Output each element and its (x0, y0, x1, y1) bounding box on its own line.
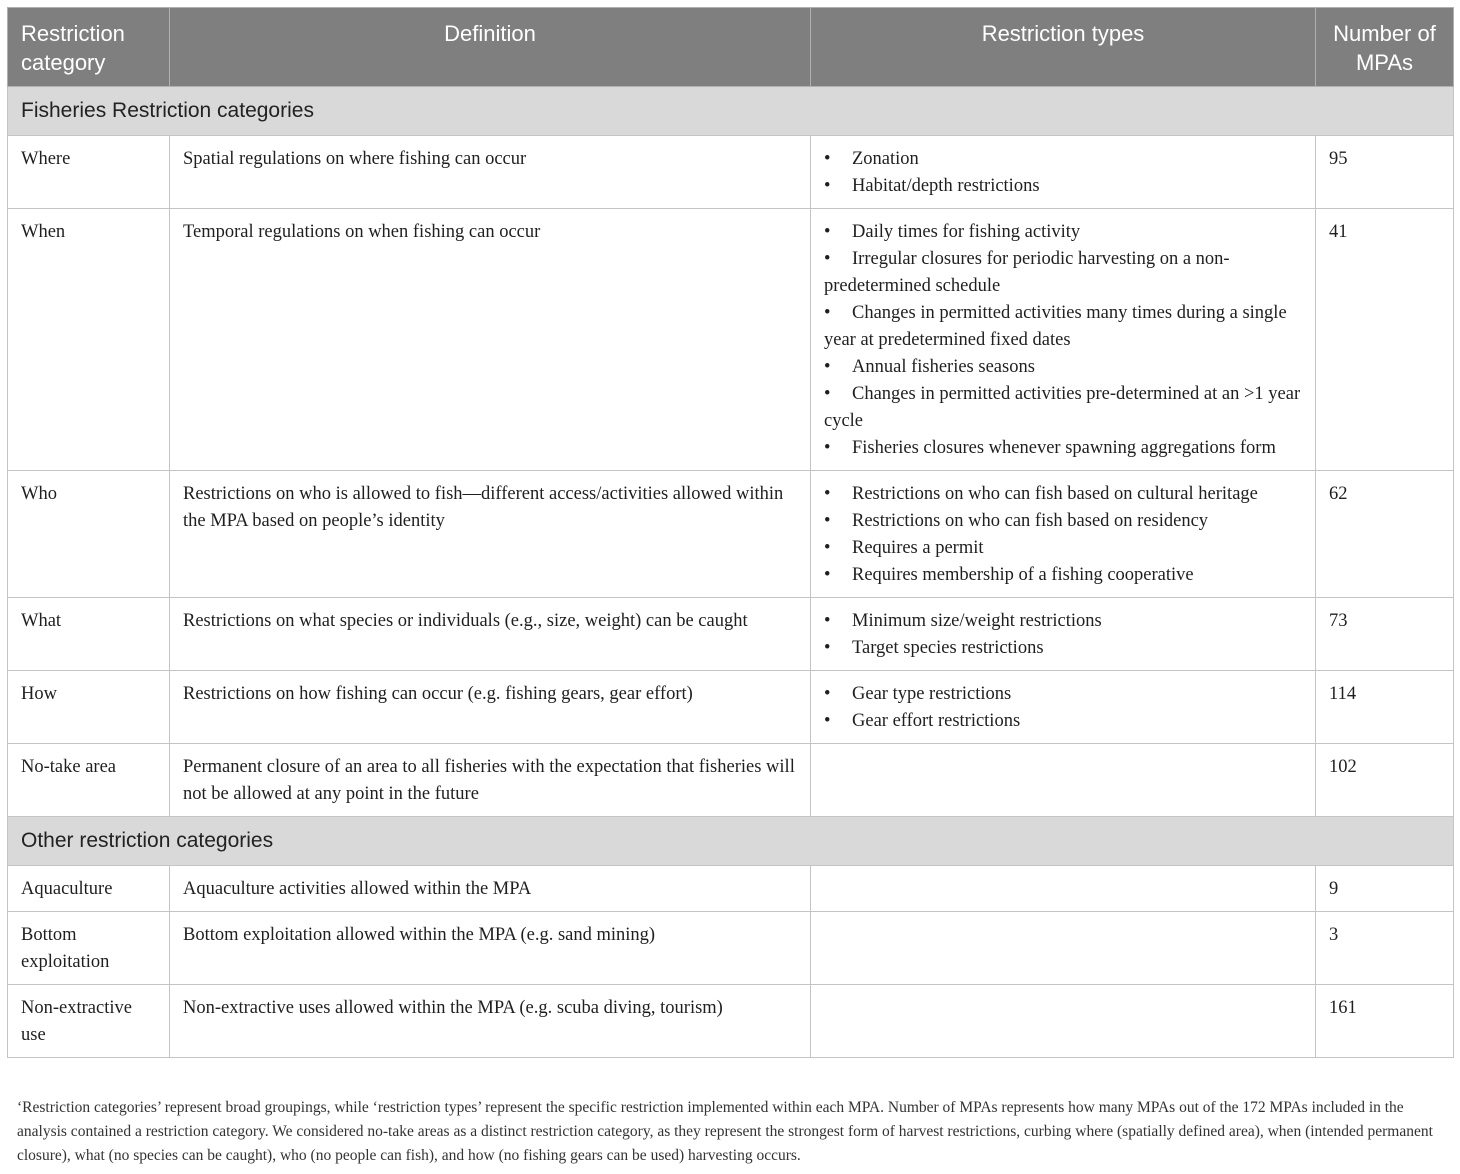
restriction-type-item (824, 508, 1302, 535)
bullet-icon: • (824, 222, 831, 242)
bullet-icon: • (824, 711, 831, 731)
cell-restriction-types (811, 912, 1316, 985)
restriction-type-text: Restrictions on who can fish based on residency (852, 511, 1209, 531)
restriction-type-text: Requires a permit (852, 538, 984, 558)
restrictions-table (7, 7, 1454, 1058)
restriction-types-list (824, 681, 1302, 735)
bullet-icon: • (824, 684, 831, 704)
section-title: Fisheries Restriction categories (8, 87, 1454, 136)
section-title: Other restriction categories (8, 817, 1454, 866)
restriction-type-item (824, 708, 1302, 735)
cell-number-of-mpas: 3 (1316, 912, 1454, 985)
cell-definition: Restrictions on how fishing can occur (e.g. fishing gears, gear effort) (170, 671, 811, 744)
cell-restriction-category: No-take area (8, 744, 170, 817)
restriction-type-text: Target species restrictions (852, 638, 1044, 658)
cell-restriction-types (811, 985, 1316, 1058)
cell-restriction-category: Who (8, 471, 170, 598)
cell-definition: Non-extractive uses allowed within the MPA (e.g. scuba diving, tourism) (170, 985, 811, 1058)
restriction-type-item (824, 246, 1302, 300)
table-row (8, 866, 1454, 912)
cell-restriction-category: What (8, 598, 170, 671)
cell-number-of-mpas: 114 (1316, 671, 1454, 744)
cell-definition: Aquaculture activities allowed within the MPA (170, 866, 811, 912)
cell-number-of-mpas: 161 (1316, 985, 1454, 1058)
restriction-type-text: Annual fisheries seasons (852, 357, 1035, 377)
header-restriction-types: Restriction types (811, 8, 1316, 87)
restriction-type-text: Changes in permitted activities pre-determined at an >1 year cycle (824, 384, 1301, 431)
restriction-types-list (824, 146, 1302, 200)
restriction-type-item (824, 146, 1302, 173)
restriction-type-item (824, 435, 1302, 462)
cell-number-of-mpas: 73 (1316, 598, 1454, 671)
bullet-icon: • (824, 511, 831, 531)
cell-restriction-types (811, 471, 1316, 598)
table-row (8, 671, 1454, 744)
cell-number-of-mpas: 95 (1316, 136, 1454, 209)
header-row (8, 8, 1454, 87)
restriction-type-text: Gear type restrictions (852, 684, 1012, 704)
bullet-icon: • (824, 538, 831, 558)
restriction-type-item (824, 354, 1302, 381)
table-body (8, 87, 1454, 1058)
cell-restriction-types (811, 598, 1316, 671)
header-restriction-category: Restriction category (8, 8, 170, 87)
cell-restriction-category: Aquaculture (8, 866, 170, 912)
cell-definition: Spatial regulations on where fishing can occur (170, 136, 811, 209)
table-row (8, 985, 1454, 1058)
restriction-type-item (824, 300, 1302, 354)
bullet-icon: • (824, 638, 831, 658)
cell-number-of-mpas: 41 (1316, 209, 1454, 471)
cell-restriction-types (811, 744, 1316, 817)
restriction-type-item (824, 481, 1302, 508)
restrictions-table-container (7, 7, 1453, 1058)
table-row (8, 912, 1454, 985)
restriction-type-item (824, 681, 1302, 708)
table-row (8, 471, 1454, 598)
bullet-icon: • (824, 384, 831, 404)
bullet-icon: • (824, 176, 831, 196)
header-number-of-mpas: Number of MPAs (1316, 8, 1454, 87)
restriction-type-text: Requires membership of a fishing cooperative (852, 565, 1194, 585)
cell-definition: Restrictions on what species or individuals (e.g., size, weight) can be caught (170, 598, 811, 671)
table-row (8, 744, 1454, 817)
restriction-type-item (824, 635, 1302, 662)
restriction-type-item (824, 219, 1302, 246)
table-header (8, 8, 1454, 87)
cell-restriction-types (811, 866, 1316, 912)
restriction-type-item (824, 608, 1302, 635)
cell-definition: Restrictions on who is allowed to fish—different access/activities allowed within the MPA based on people’s identity (170, 471, 811, 598)
bullet-icon: • (824, 303, 831, 323)
table-footnote: ‘Restriction categories’ represent broad groupings, while ‘restriction types’ represent the specific restriction implemented within each MPA. Number of MPAs represents how many MPAs out of the 172 MPAs included in the analysis contained a restriction category. We considered no-take areas as a distinct restriction category, as they represent the strongest form of harvest restrictions, curbing where (spatially defined area), when (intended permanent closure), what (no species can be caught), who (no people can fish), and how (no fishing gears can be used) harvesting occurs. (17, 1099, 1433, 1164)
cell-restriction-category: Non-extractive use (8, 985, 170, 1058)
restriction-type-text: Restrictions on who can fish based on cultural heritage (852, 484, 1258, 504)
restriction-type-text: Minimum size/weight restrictions (852, 611, 1102, 631)
restriction-type-text: Daily times for fishing activity (852, 222, 1081, 242)
cell-number-of-mpas: 62 (1316, 471, 1454, 598)
restriction-type-text: Fisheries closures whenever spawning aggregations form (852, 438, 1276, 458)
restriction-types-list (824, 481, 1302, 589)
cell-restriction-category: Where (8, 136, 170, 209)
bullet-icon: • (824, 611, 831, 631)
bullet-icon: • (824, 484, 831, 504)
bullet-icon: • (824, 149, 831, 169)
cell-number-of-mpas: 9 (1316, 866, 1454, 912)
header-definition: Definition (170, 8, 811, 87)
section-header-row (8, 87, 1454, 136)
bullet-icon: • (824, 357, 831, 377)
table-row (8, 136, 1454, 209)
bullet-icon: • (824, 565, 831, 585)
bullet-icon: • (824, 249, 831, 269)
cell-definition: Permanent closure of an area to all fisheries with the expectation that fisheries will not be allowed at any point in the future (170, 744, 811, 817)
cell-number-of-mpas: 102 (1316, 744, 1454, 817)
table-row (8, 598, 1454, 671)
restriction-type-item (824, 535, 1302, 562)
cell-definition: Bottom exploitation allowed within the MPA (e.g. sand mining) (170, 912, 811, 985)
restriction-type-text: Zonation (852, 149, 919, 169)
cell-restriction-types (811, 209, 1316, 471)
cell-definition: Temporal regulations on when fishing can occur (170, 209, 811, 471)
restriction-types-list (824, 608, 1302, 662)
cell-restriction-types (811, 136, 1316, 209)
restriction-type-item (824, 173, 1302, 200)
restriction-type-text: Irregular closures for periodic harvesting on a non-predetermined schedule (824, 249, 1230, 296)
restriction-types-list (824, 219, 1302, 462)
cell-restriction-category: Bottom exploitation (8, 912, 170, 985)
restriction-type-text: Gear effort restrictions (852, 711, 1021, 731)
restriction-type-text: Habitat/depth restrictions (852, 176, 1040, 196)
cell-restriction-category: When (8, 209, 170, 471)
cell-restriction-category: How (8, 671, 170, 744)
restriction-type-item (824, 562, 1302, 589)
cell-restriction-types (811, 671, 1316, 744)
bullet-icon: • (824, 438, 831, 458)
restriction-type-item (824, 381, 1302, 435)
restriction-type-text: Changes in permitted activities many times during a single year at predetermined fixed dates (824, 303, 1287, 350)
section-header-row (8, 817, 1454, 866)
table-row (8, 209, 1454, 471)
